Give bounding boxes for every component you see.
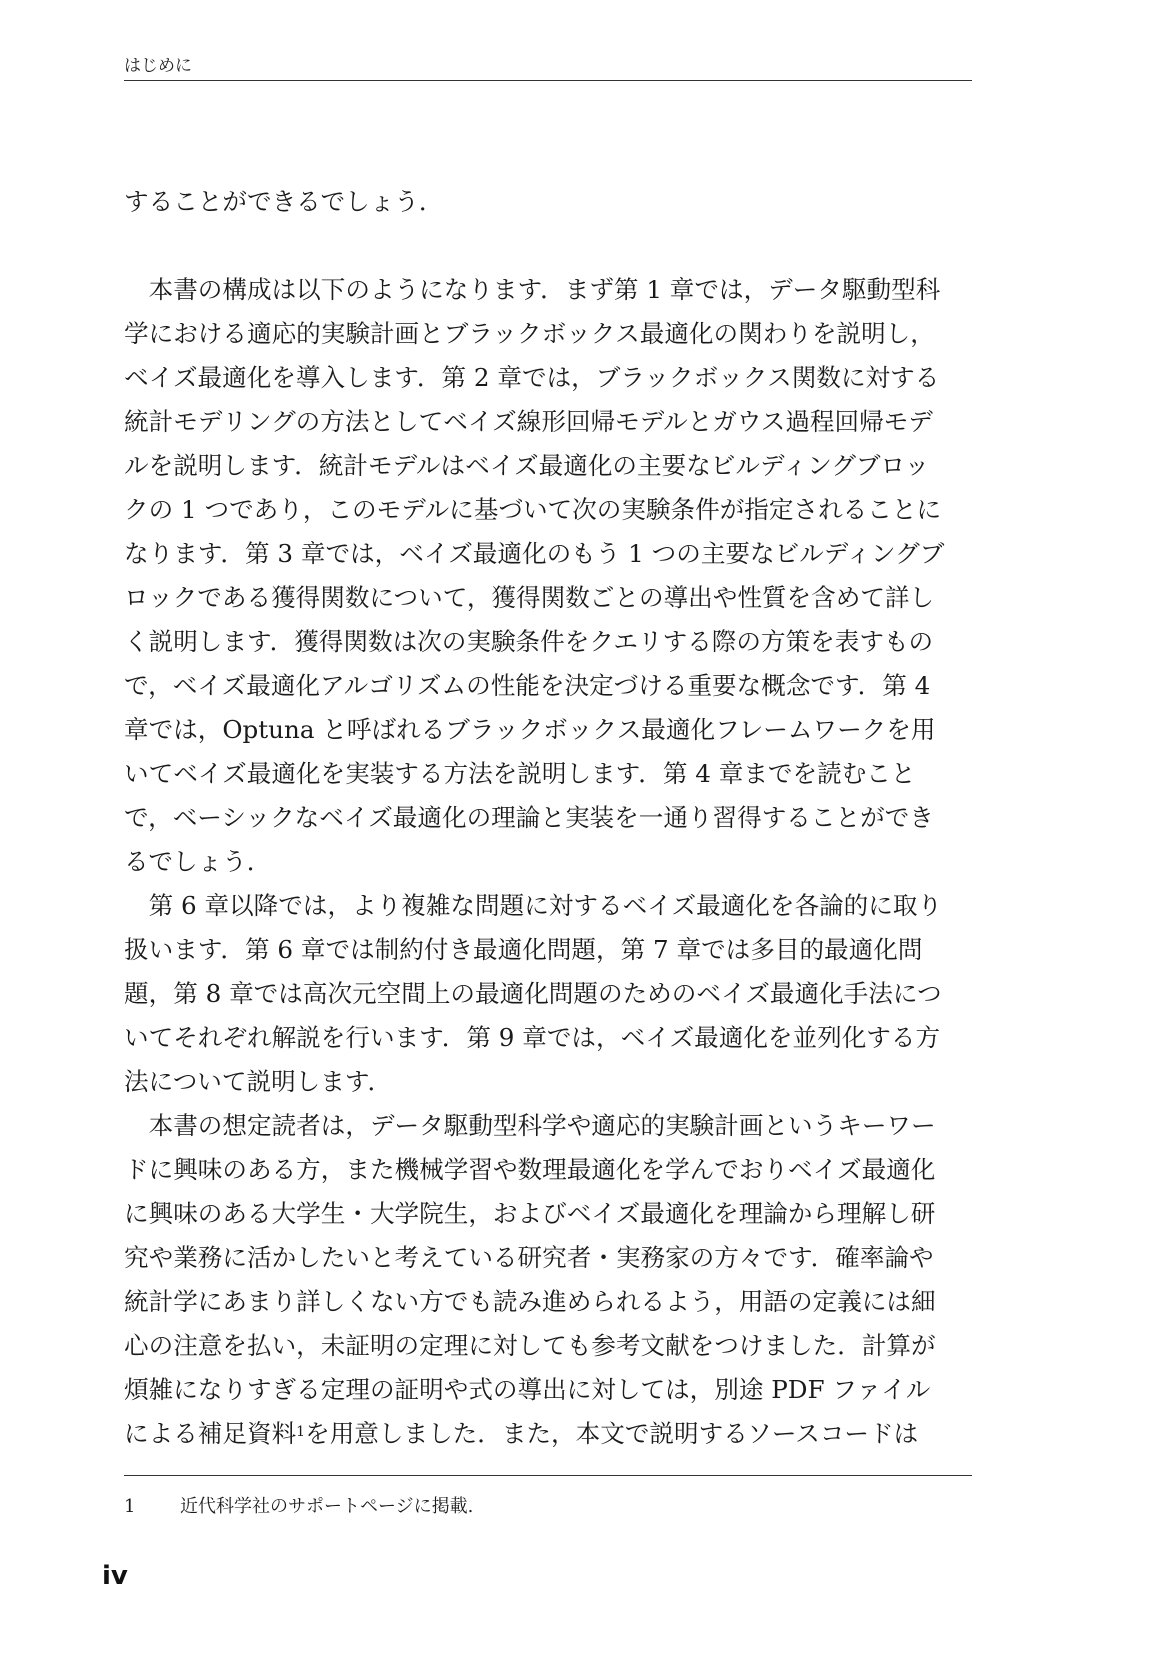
body-text: [124, 180, 972, 1456]
text-line: [124, 1412, 972, 1456]
text-line-content: クの 1 つであり，このモデルに基づいて次の実験条件が指定されることに: [124, 495, 942, 524]
text-line-content: 統計モデリングの方法としてベイズ線形回帰モデルとガウス過程回帰モデ: [124, 407, 933, 436]
footnote-reference: 1: [296, 1424, 306, 1440]
text-line-content: なります．第 3 章では，ベイズ最適化のもう 1 つの主要なビルディングブ: [124, 539, 945, 568]
text-line-content: 扱います．第 6 章では制約付き最適化問題，第 7 章では多目的最適化問: [124, 935, 923, 964]
page-number: iv: [102, 1561, 128, 1591]
text-line-content: ルを説明します．統計モデルはベイズ最適化の主要なビルディングブロッ: [124, 451, 930, 480]
text-line-content: いてそれぞれ解説を行います．第 9 章では，ベイズ最適化を並列化する方: [124, 1023, 941, 1052]
running-head: はじめに: [124, 56, 192, 76]
text-line-content: で，ベイズ最適化アルゴリズムの性能を決定づける重要な概念です．第 4: [124, 671, 931, 700]
text-line: [124, 444, 972, 488]
text-line-content: るでしょう．: [124, 847, 272, 876]
text-line-content: 題，第 8 章では高次元空間上の最適化問題のためのベイズ最適化手法につ: [124, 979, 942, 1008]
text-line: [124, 576, 972, 620]
text-line: [124, 708, 972, 752]
text-line-content: く説明します．獲得関数は次の実験条件をクエリする際の方策を表すもの: [124, 627, 934, 656]
text-line: [124, 356, 972, 400]
text-line: [124, 180, 972, 224]
text-line-content: 心の注意を払い，未証明の定理に対しても参考文献をつけました．計算が: [124, 1331, 936, 1360]
text-line: [124, 1324, 972, 1368]
text-line-content: 煩雑になりすぎる定理の証明や式の導出に対しては，別途 PDF ファイル: [124, 1375, 931, 1404]
text-line-content: 学における適応的実験計画とブラックボックス最適化の関わりを説明し，: [124, 319, 935, 348]
text-line: [124, 1280, 972, 1324]
text-line-content: 本書の構成は以下のようになります．まず第 1 章では，データ駆動型科: [124, 275, 941, 304]
header-rule: [124, 80, 972, 81]
text-line: [124, 268, 972, 312]
text-line-content: ドに興味のある方，また機械学習や数理最適化を学んでおりベイズ最適化: [124, 1155, 936, 1184]
text-line: [124, 664, 972, 708]
text-line-content: による補足資料: [124, 1419, 297, 1448]
text-line-content: 究や業務に活かしたいと考えている研究者・実務家の方々です．確率論や: [124, 1243, 934, 1272]
text-line-content: ベイズ最適化を導入します．第 2 章では，ブラックボックス関数に対する: [124, 363, 940, 392]
text-line: [124, 928, 972, 972]
footnote-text: 近代科学社のサポートページに掲載.: [180, 1496, 474, 1517]
text-line: [124, 1368, 972, 1412]
text-line: [124, 1236, 972, 1280]
text-line: [124, 312, 972, 356]
text-line: [124, 400, 972, 444]
text-line-content: 第 6 章以降では，より複雑な問題に対するベイズ最適化を各論的に取り: [124, 891, 943, 920]
text-line-content: することができるでしょう．: [124, 187, 444, 216]
text-line: [124, 840, 972, 884]
text-line-content: 統計学にあまり詳しくない方でも読み進められるよう，用語の定義には細: [124, 1287, 936, 1316]
text-line-content: で，ベーシックなベイズ最適化の理論と実装を一通り習得することができ: [124, 803, 934, 832]
text-line: [124, 796, 972, 840]
text-line: [124, 1148, 972, 1192]
text-line: [124, 620, 972, 664]
text-line: [124, 884, 972, 928]
text-line: [124, 752, 972, 796]
text-line-content: 法について説明します．: [124, 1067, 393, 1096]
text-line: [124, 972, 972, 1016]
footnote-mark: 1: [124, 1496, 136, 1517]
text-line-content: ロックである獲得関数について，獲得関数ごとの導出や性質を含めて詳し: [124, 583, 935, 612]
text-line: [124, 1016, 972, 1060]
text-line-content: に興味のある大学生・大学院生，およびベイズ最適化を理論から理解し研: [124, 1199, 936, 1228]
text-line-content: 章では，Optuna と呼ばれるブラックボックス最適化フレームワークを用: [124, 715, 936, 744]
text-line: [124, 1104, 972, 1148]
text-line-content: 本書の想定読者は，データ駆動型科学や適応的実験計画というキーワー: [124, 1111, 936, 1140]
text-line: [124, 1060, 972, 1104]
footnote: [124, 1490, 972, 1524]
text-line-content: を用意しました．また，本文で説明するソースコードは: [305, 1419, 919, 1448]
paragraph-gap: [124, 224, 972, 268]
text-line-content: いてベイズ最適化を実装する方法を説明します．第 4 章までを読むこと: [124, 759, 916, 788]
footnote-rule: [124, 1475, 972, 1476]
text-line: [124, 1192, 972, 1236]
text-line: [124, 488, 972, 532]
text-line: [124, 532, 972, 576]
